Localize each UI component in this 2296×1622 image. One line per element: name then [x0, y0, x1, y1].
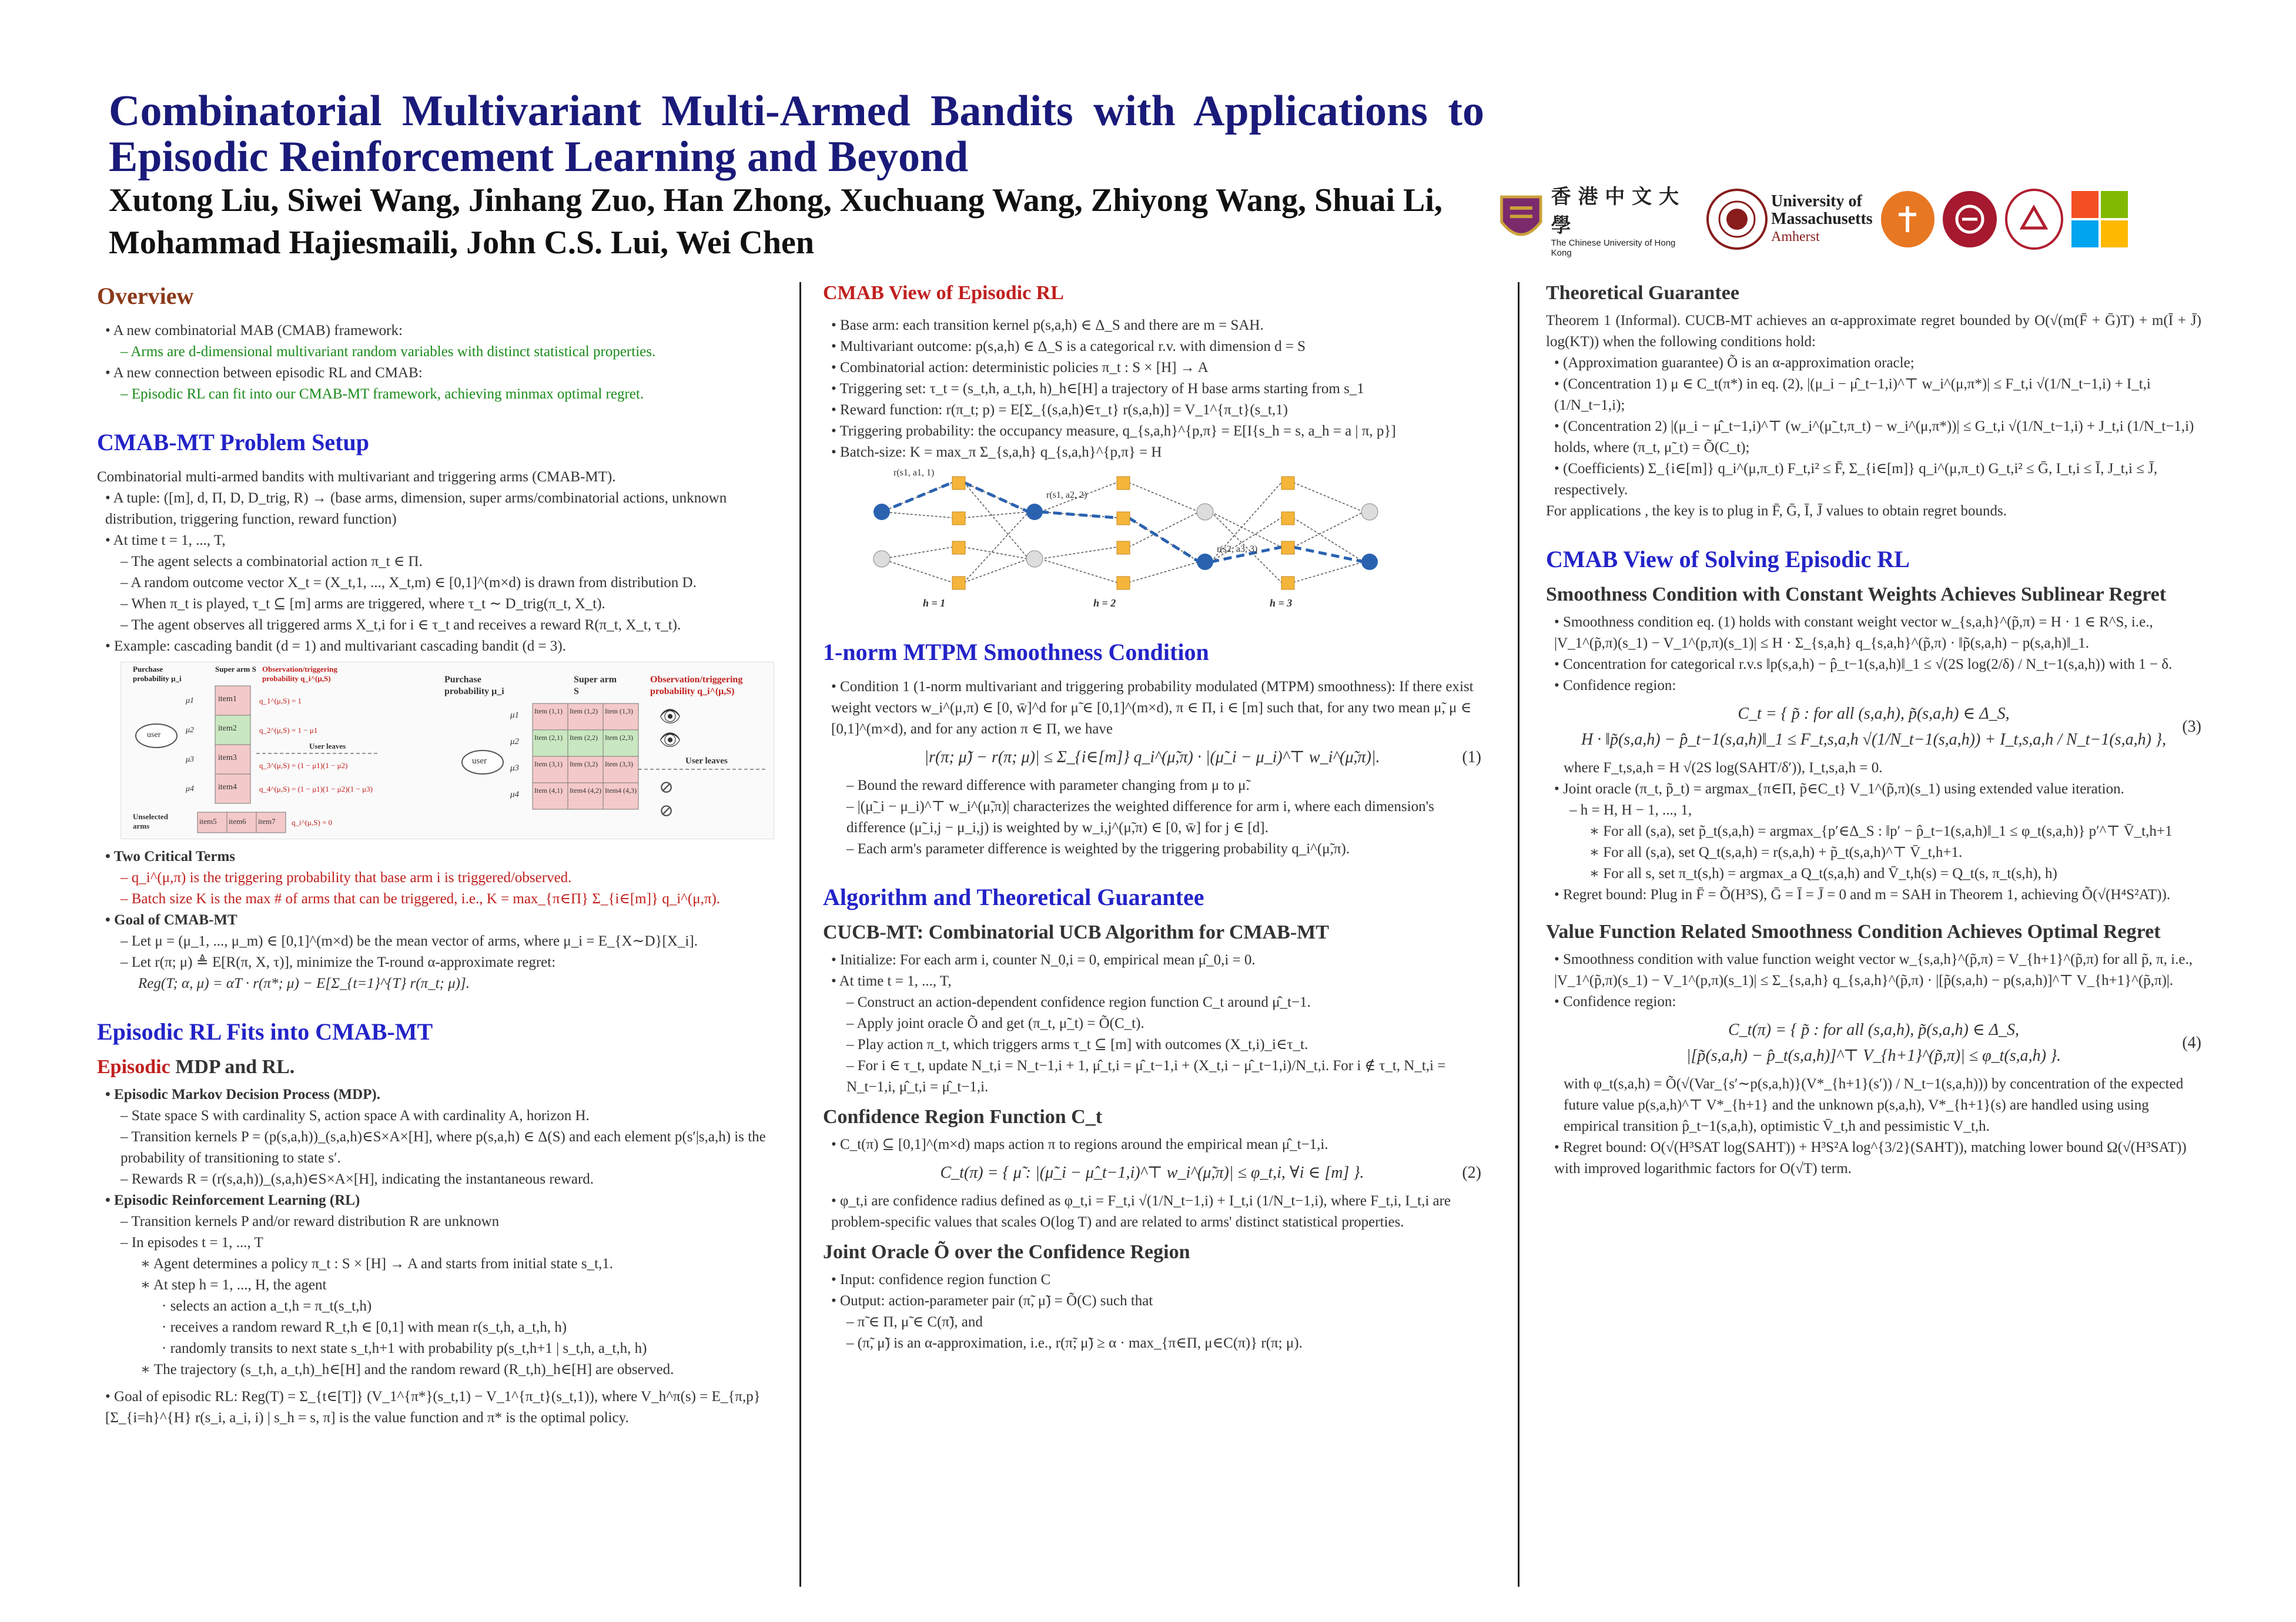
eye-icon: 👁: [659, 730, 682, 750]
cuhk-name-en: The Chinese University of Hong Kong: [1551, 238, 1676, 258]
theorem-1: Theorem 1 (Informal). CUCB-MT achieves an α-approximate regret bounded by O(√(m(F̄ + Ḡ)T) + m(Ī + J̄) log(KT)) when the following conditions hold:: [1546, 313, 2201, 350]
cascade-grid-item: Item (3,3): [605, 760, 633, 768]
equation-1: [823, 745, 1481, 770]
cascade-left-super-label: Super arm S: [215, 665, 256, 673]
theorem-condition: • (Concentration 1) μ ∈ C_t(π*) in eq. (2), |(μ_i − μ̂_t−1,i)^⊤ w_i^(μ,π*)| ≤ F_t,i √(1/N_t−1,i) + I_t,i (1/N_t−1,i);: [1554, 374, 2201, 416]
solving-section: [1546, 545, 2201, 1179]
umass-line2: Massachusetts: [1771, 210, 1873, 228]
solving-with: with φ_t(s,a,h) = Õ(√(Var_{s′∼p(s,a,h)}(V*_{h+1}(s′)) / N_t−1(s,a,h))) by concentration of the expected future value p(s,a,h)^⊤ V*_{h+1} and the unknown p(s,a,h), V*_{h+1}(s) are handled using using empirical transition p̂_t−1(s,a,h), optimistic V̄_t,h and pessimistic V_t,h.: [1564, 1076, 2184, 1134]
rl-item: – In episodes t = 1, ..., T: [105, 1232, 785, 1254]
cascade-q: q_i^(μ,S) = 0: [292, 818, 333, 827]
crf-item: • φ_t,i are confidence radius defined as φ_t,i = F_t,i √(1/N_t−1,i) + I_t,i (1/N_t−1,i), where F_t,i, I_t,i are problem-specific values that scales O(log T) and are related to arms' distinct statistical properties.: [831, 1191, 1481, 1233]
critical-term: – q_i^(μ,π) is the triggering probability that base arm i is triggered/observed.: [105, 867, 785, 889]
eye-slash-icon: ⊘: [659, 778, 674, 797]
episodic-subheading-red: Episodic: [97, 1056, 170, 1078]
mdp-reward-label: r(s1, a1, 1): [893, 468, 935, 478]
equation-4-line2: |[p̃(s,a,h) − p̂_t(s,a,h)]^⊤ V_{h+1}^(p̃,π)| ≤ φ_t(s,a,h) }.: [1686, 1047, 2061, 1065]
cascade-left-obs-label: Observation/triggering probability q_i^(μ,S): [262, 665, 337, 683]
episodic-subheading-rest: MDP and RL.: [170, 1056, 295, 1078]
equation-3-number: (3): [2182, 718, 2201, 736]
cascade-right-obs-label: Observation/triggering probability q_i^(μ,S): [650, 675, 743, 696]
cascade-user-leaves-right: User leaves: [685, 756, 728, 766]
goal-item: – Let r(π; μ) ≜ E[R(π, X, τ)], minimize the T-round α-approximate regret:: [105, 952, 785, 973]
umass-seal-icon: [1706, 189, 1768, 250]
cascade-right-super-label: Super arm S: [574, 675, 617, 696]
solving-item: • Joint oracle (π_t, p̃_t) = argmax_{π∈Π, p̃∈C_t} V_1^(p̃,π)(s_1) using extended value iteration.: [1554, 779, 2201, 800]
umass-logo: [1706, 189, 1873, 250]
constant-weights-subheading: Smoothness Condition with Constant Weights Achieves Sublinear Regret: [1546, 584, 2167, 605]
evi-loop: – h = H, H − 1, ..., 1,: [1554, 800, 2201, 821]
algo-substep: – Play action π_t, which triggers arms τ_t ⊆ [m] with outcomes (X_t,i)_i∈τ_t.: [831, 1034, 1481, 1055]
cascade-grid-item: Item (1,2): [570, 707, 598, 715]
setup-intro: Combinatorial multi-armed bandits with multivariant and triggering arms (CMAB-MT).: [97, 469, 616, 485]
theory-section: [1546, 282, 2201, 522]
cascade-mu: μ2: [186, 726, 195, 735]
cascade-grid-item: Item (2,1): [534, 733, 563, 742]
setup-heading: CMAB-MT Problem Setup: [97, 429, 369, 455]
algo-step: • Initialize: For each arm i, counter N_0,i = 0, empirical mean μ̂_0,i = 0.: [831, 950, 1481, 971]
cascade-user-right: user: [472, 756, 487, 766]
rl-subitem: ∗ At step h = 1, ..., H, the agent: [105, 1275, 785, 1296]
cascade-mu: μ1: [186, 696, 195, 705]
mdp-item: – Rewards R = (r(s,a,h))_(s,a,h)∈S×A×[H], indicating the instantaneous reward.: [105, 1169, 785, 1190]
equation-3: [1546, 701, 2201, 753]
overview-subitem: – Episodic RL can fit into our CMAB-MT framework, achieving minmax optimal regret.: [105, 384, 785, 405]
cascade-grid-item: Item (2,3): [605, 733, 633, 742]
poster-title: Combinatorial Multivariant Multi-Armed Bandits with Applications to Episodic Reinforcement Learning and Beyond: [109, 87, 1484, 181]
evi-step: ∗ For all (s,a), set p̃_t(s,a,h) = argmax_{p′∈Δ_S : ‖p′ − p̂_t−1(s,a,h)‖_1 ≤ φ_t(s,a,h)} p′^⊤ V̄_t,h+1: [1554, 821, 2201, 842]
cascade-mu: μ3: [510, 763, 520, 773]
uva-seal-icon: [1881, 191, 1934, 247]
rl-goal: • Goal of episodic RL: Reg(T) = Σ_{t∈[T]} (V_1^{π*}(s_t,1) − V_1^{π_t}(s_t,1)), where V_h^π(s) = E_{π,p}[Σ_{i=h}^{H} r(s_i, a_i, i) | s_h = s, π] is the value function and π* is the optimal policy.: [105, 1386, 785, 1429]
column-3: [1546, 276, 2201, 1203]
column-1: [97, 276, 785, 1452]
cuhk-logo: [1496, 180, 1698, 258]
oracle-item: • Input: confidence region function C: [831, 1269, 1481, 1291]
smoothness-note: – |(μ̃_i − μ_i)^⊤ w_i^(μ̃,π)| characterizes the weighted difference for arm i, where each dimension's difference (μ̃_i,j − μ_i,j) is weighted by w_i,j^(μ̃,π) ∈ [0, w̄] for j ∈ [d].: [831, 796, 1481, 839]
mdp-reward-label: r(s2, a3, 3): [1217, 544, 1258, 554]
cascade-item: item1: [218, 695, 237, 703]
theorem-condition: • (Concentration 2) |(μ_i − μ̂_t−1,i)^⊤ (w_i^(μ̃_t,π_t) − w_i^(μ,π*))| ≤ G_t,i √(1/N_t−1,i) + J_t,i (1/N_t−1,i) holds, where (π_t, μ̃_t) = Õ(C_t);: [1554, 416, 2201, 458]
smoothness-note: – Each arm's parameter difference is weighted by the triggering probability q_i^(μ̃,π).: [831, 839, 1481, 860]
sdu-seal-icon: [2005, 189, 2063, 250]
overview-item: • A new connection between episodic RL and CMAB:: [105, 363, 785, 384]
cascade-item: item6: [229, 817, 246, 826]
critical-term: – Batch size K is the max # of arms that can be triggered, i.e., K = max_{π∈Π} Σ_{i∈[m]} q_i^(μ,π).: [105, 889, 785, 910]
mdp-item: – State space S with cardinality S, action space A with cardinality A, horizon H.: [105, 1105, 785, 1127]
cascade-grid-item: Item (2,2): [570, 733, 598, 742]
solving-item: • Confidence region:: [1554, 991, 2201, 1013]
cascade-user-leaves-left: User leaves: [309, 742, 346, 750]
cascade-mu: μ3: [186, 755, 195, 764]
algorithm-heading: Algorithm and Theoretical Guarantee: [823, 884, 1204, 910]
theorem-condition: • (Approximation guarantee) Õ is an α-approximation oracle;: [1554, 353, 2201, 374]
cascade-grid-item: Item (3,2): [570, 760, 598, 768]
solving-item: • Concentration for categorical r.v.s ‖p(s,a,h) − p̂_t−1(s,a,h)‖_1 ≤ √(2S log(2/δ) / N_t−1(s,a,h)) with 1 − δ.: [1554, 654, 2201, 675]
cascade-user-left: user: [147, 730, 161, 739]
cascade-grid-item: Item4 (4,2): [570, 786, 601, 795]
column-2: [823, 276, 1481, 1378]
theory-application-note: For applications , the key is to plug in F̄, Ḡ, Ī, J̄ values to obtain regret bounds.: [1546, 503, 2007, 519]
cascade-item: item3: [218, 753, 237, 762]
confidence-region-subheading: Confidence Region Function C_t: [823, 1106, 1103, 1128]
rl-step: · randomly transits to next state s_t,h+1 with probability p(s_t,h+1 | s_t,h, a_t,h, h): [105, 1338, 785, 1359]
cascade-mu: μ4: [510, 790, 520, 799]
eye-icon: 👁: [659, 707, 682, 726]
cascade-item: item2: [218, 724, 237, 733]
equation-1-body: |r(π; μ̃) − r(π; μ)| ≤ Σ_{i∈[m]} q_i^(μ̃,π) · |(μ̃_i − μ_i)^⊤ w_i^(μ̃,π)|.: [924, 748, 1380, 766]
solving-item: • Smoothness condition with value function weight vector w_{s,a,h}^(p̃,π) = V_{h+1}^(p̃,π) for all p̃, π, i.e., |V_1^(p̃,π)(s_1) − V_1^(p,π)(s_1)| ≤ Σ_{s,a,h} q_{s,a,h}^(p̃,π) · |[p̃(s,a,h) − p(s,a,h)]^⊤ V_{h+1}^(p̃,π)|.: [1554, 949, 2201, 991]
umass-line3: Amherst: [1771, 229, 1820, 244]
cascade-item: item7: [258, 817, 276, 826]
setup-section: [97, 428, 785, 994]
overview-heading: Overview: [97, 283, 194, 309]
overview-item: • A new combinatorial MAB (CMAB) framework:: [105, 320, 785, 341]
smoothness-heading: 1-norm MTPM Smoothness Condition: [823, 639, 1209, 665]
oracle-subitem: – (π̃, μ̃) is an α-approximation, i.e., r(π̃; μ̃) ≥ α · max_{π∈Π, μ∈C(π)} r(π; μ).: [831, 1333, 1481, 1354]
cascade-right-prob-label: Purchase probability μ_i: [444, 675, 504, 696]
equation-3-line1: C_t = { p̃ : for all (s,a,h), p̃(s,a,h) ∈ Δ_S,: [1738, 705, 2010, 723]
setup-tuple: • A tuple: ([m], d, Π, D, D_trig, R) → (base arms, dimension, super arms/combinatorial actions, unknown distribution, triggering function, reward function): [105, 488, 785, 530]
eye-slash-icon: ⊘: [659, 801, 674, 820]
setup-step: – The agent observes all triggered arms X_t,i for i ∈ τ_t and receives a reward R(π_t, X_t, τ_t).: [105, 615, 785, 636]
mdp-step-label: h = 2: [1093, 597, 1116, 609]
cmab-view-item: • Reward function: r(π_t; p) = E[Σ_{(s,a,h)∈τ_t} r(s,a,h)] = V_1^{π_t}(s_t,1): [831, 400, 1481, 421]
algo-substep: – Construct an action-dependent confidence region function C_t around μ̂_t−1.: [831, 992, 1481, 1013]
solving-item: • Confidence region:: [1554, 675, 2201, 696]
cmab-view-item: • Combinatorial action: deterministic policies π_t : S × [H] → A: [831, 357, 1481, 378]
cascade-grid-item: Item (4,1): [534, 786, 563, 795]
rl-step: · selects an action a_t,h = π_t(s_t,h): [105, 1296, 785, 1317]
goal-title: • Goal of CMAB-MT: [105, 910, 785, 931]
pku-seal-icon: [1943, 191, 1996, 247]
oracle-item: • Output: action-parameter pair (π̃, μ̃) = Õ(C) such that: [831, 1291, 1481, 1312]
cmab-view-item: • Multivariant outcome: p(s,a,h) ∈ Δ_S is a categorical r.v. with dimension d = S: [831, 336, 1481, 357]
cmab-view-heading: CMAB View of Episodic RL: [823, 282, 1064, 304]
cmab-view-item: • Batch-size: K = max_π Σ_{s,a,h} q_{s,a,h}^{p,π} = H: [831, 442, 1481, 463]
overview-subitem: – Arms are d-dimensional multivariant random variables with distinct statistical properties.: [105, 341, 785, 363]
evi-step: ∗ For all s, set π_t(s,h) = argmax_a Q_t(s,a,h) and V̄_t,h(s) = Q_t(s, π_t(s,h), h): [1554, 863, 2201, 884]
equation-3-line2: H · ‖p̃(s,a,h) − p̂_t−1(s,a,h)‖_1 ≤ F_t,s,a,h √(1/N_t−1(s,a,h)) + I_t,s,a,h / N_t−1(s,a,h) },: [1581, 730, 2167, 749]
cascade-grid-item: Item (3,1): [534, 760, 563, 768]
smoothness-note: – Bound the reward difference with parameter changing from μ to μ̃.: [831, 775, 1481, 796]
umass-line1: University of: [1771, 192, 1862, 210]
solving-where: where F_t,s,a,h = H √(2S log(SAHT/δ′)), I_t,s,a,h = 0.: [1564, 760, 1883, 776]
setup-time: • At time t = 1, ..., T,: [105, 530, 785, 551]
crf-item: • C_t(π) ⊆ [0,1]^(m×d) maps action π to regions around the empirical mean μ̂_t−1,i.: [831, 1134, 1481, 1155]
cascade-grid-item: Item (1,1): [534, 707, 563, 715]
mdp-graph: [858, 468, 1446, 615]
equation-2-body: C_t(π) = { μ̃ : |(μ̃_i − μ̂_t−1,i)^⊤ w_i^(μ̃,π)| ≤ φ_t,i, ∀i ∈ [m] }.: [940, 1164, 1364, 1182]
cascade-figure: [121, 662, 774, 839]
algorithm-section: [823, 883, 1481, 1354]
cascade-item: item5: [199, 817, 217, 826]
cmab-view-item: • Base arm: each transition kernel p(s,a,h) ∈ Δ_S and there are m = SAH.: [831, 315, 1481, 336]
equation-2-number: (2): [1462, 1164, 1481, 1182]
equation-4-number: (4): [2182, 1034, 2201, 1052]
logo-strip: [1496, 185, 2128, 258]
mdp-reward-label: r(s1, a2, 2): [1046, 490, 1087, 500]
smoothness-section: [823, 638, 1481, 860]
solving-heading: CMAB View of Solving Episodic RL: [1546, 546, 1910, 572]
mdp-item: – Transition kernels P = (p(s,a,h))_(s,a,h)∈S×A×[H], where p(s,a,h) ∈ Δ(S) and each element p(s′|s,a,h) is the probability of transitioning to state s′.: [105, 1127, 785, 1169]
cascade-mu: μ1: [510, 711, 520, 720]
setup-step: – A random outcome vector X_t = (X_t,1, ..., X_t,m) ∈ [0,1]^(m×d) is drawn from distribution D.: [105, 572, 785, 594]
setup-step: – The agent selects a combinatorial action π_t ∈ Π.: [105, 551, 785, 572]
cascade-unselected-label: Unselected arms: [133, 812, 168, 830]
cascade-mu: μ2: [510, 737, 520, 746]
cuhk-crest-icon: [1496, 190, 1547, 249]
column-divider-1: [799, 282, 801, 1587]
cascade-grid-item: Item (1,3): [605, 707, 633, 715]
mdp-step-label: h = 3: [1270, 597, 1293, 609]
microsoft-logo-icon: [2071, 191, 2128, 247]
goal-regret: Reg(T; α, μ) = αT · r(π*; μ) − E[Σ_{t=1}^{T} r(π_t; μ)].: [138, 976, 470, 991]
cascade-q: q_1^(μ,S) = 1: [259, 696, 302, 705]
cascade-q: q_4^(μ,S) = (1 − μ1)(1 − μ2)(1 − μ3): [259, 785, 373, 793]
cascade-item: item4: [218, 783, 237, 792]
oracle-subitem: – π̃ ∈ Π, μ̃ ∈ C(π̃), and: [831, 1312, 1481, 1333]
algo-substep: – Apply joint oracle Õ and get (π_t, μ̃_t) = Õ(C_t).: [831, 1013, 1481, 1034]
equation-1-number: (1): [1462, 748, 1481, 766]
overview-section: [97, 282, 785, 405]
cuhk-name-cn: 香 港 中 文 大 學: [1551, 185, 1679, 237]
rl-subitem: ∗ Agent determines a policy π_t : S × [H] → A and starts from initial state s_t,1.: [105, 1254, 785, 1275]
rl-title: • Episodic Reinforcement Learning (RL): [105, 1190, 785, 1211]
cascade-mu: μ4: [186, 785, 195, 793]
episodic-section: [97, 1018, 785, 1429]
cucb-mt-subheading: CUCB-MT: Combinatorial UCB Algorithm for CMAB-MT: [823, 921, 1329, 943]
column-divider-2: [1518, 282, 1519, 1587]
episodic-subheading: [97, 1056, 785, 1078]
setup-example: • Example: cascading bandit (d = 1) and multivariant cascading bandit (d = 3).: [105, 636, 785, 657]
cmab-view-section: [823, 282, 1481, 615]
setup-step: – When π_t is played, τ_t ⊆ [m] arms are triggered, where τ_t ∼ D_trig(π_t, X_t).: [105, 594, 785, 615]
solving-item: • Regret bound: Plug in F̄ = Õ(H³S), Ḡ = Ī = J̄ = 0 and m = SAH in Theorem 1, achieving Õ(√(H⁴S²AT)).: [1554, 884, 2201, 906]
condition-1: • Condition 1 (1-norm multivariant and triggering probability modulated (MTPM) smoothness): If there exist weight vectors w_i^(μ,π) ∈ [0, w̄]^d for μ̃ ∈ [0,1]^(m×d), π ∈ Π, i ∈ [m] such that, for any two mean μ̃, μ ∈ [0,1]^(m×d), and for any action π ∈ Π, we have: [831, 676, 1481, 740]
mdp-step-label: h = 1: [923, 597, 946, 609]
mdp-title: • Episodic Markov Decision Process (MDP).: [105, 1084, 785, 1105]
cascade-left-prob-label: Purchase probability μ_i: [133, 665, 182, 683]
algo-substep: – For i ∈ τ_t, update N_t,i = N_t−1,i + 1, μ̂_t,i = μ̂_t−1,i + (X_t,i − μ̂_t−1,i)/N_t,i. For i ∉ τ_t, N_t,i = N_t−1,i, μ̂_t,i = μ̂_t−1,i.: [831, 1055, 1481, 1098]
cascade-grid-item: Item4 (4,3): [605, 786, 637, 795]
solving-item: • Regret bound: O(√(H³SAT log(SAHT)) + H³S²A log^{3/2}(SAHT)), matching lower bound Ω(√(H³SAT)) with improved logarithmic factors for O(√T) term.: [1554, 1137, 2201, 1179]
rl-item: – Transition kernels P and/or reward distribution R are unknown: [105, 1211, 785, 1232]
theory-heading: Theoretical Guarantee: [1546, 282, 1739, 304]
goal-item: – Let μ = (μ_1, ..., μ_m) ∈ [0,1]^(m×d) be the mean vector of arms, where μ_i = E_{X∼D}[X_i].: [105, 931, 785, 952]
mdp-figure: [858, 468, 1446, 615]
equation-2: [823, 1160, 1481, 1186]
author-list: Xutong Liu, Siwei Wang, Jinhang Zuo, Han Zhong, Xuchuang Wang, Zhiyong Wang, Shuai Li, Mohammad Hajiesmaili, John C.S. Lui, Wei Chen: [109, 182, 1442, 261]
rl-step: · receives a random reward R_t,h ∈ [0,1] with mean r(s_t,h, a_t,h, h): [105, 1317, 785, 1338]
episodic-heading: Episodic RL Fits into CMAB-MT: [97, 1018, 433, 1045]
solving-item: • Smoothness condition eq. (1) holds with constant weight vector w_{s,a,h}^(p̃,π) = H · 1 ∈ R^S, i.e., |V_1^(p̃,π)(s_1) − V_1^(p,π)(s_1)| ≤ H · Σ_{s,a,h} q_{s,a,h}^(p̃,π) · ‖p̃(s,a,h) − p(s,a,h)‖_1.: [1554, 612, 2201, 654]
equation-4: [1546, 1017, 2201, 1069]
cmab-view-item: • Triggering set: τ_t = (s_t,h, a_t,h, h)_h∈[H] a trajectory of H base arms starting from s_1: [831, 378, 1481, 400]
rl-subitem: ∗ The trajectory (s_t,h, a_t,h)_h∈[H] and the random reward (R_t,h)_h∈[H] are observed.: [105, 1359, 785, 1380]
cmab-view-item: • Triggering probability: the occupancy measure, q_{s,a,h}^{p,π} = E[I{s_h = s, a_h = a | π, p}]: [831, 421, 1481, 442]
evi-step: ∗ For all (s,a), set Q_t(s,a,h) = r(s,a,h) + p̃_t(s,a,h)^⊤ V̄_t,h+1.: [1554, 842, 2201, 863]
equation-4-line1: C_t(π) = { p̃ : for all (s,a,h), p̃(s,a,h) ∈ Δ_S,: [1728, 1021, 2020, 1039]
algo-step: • At time t = 1, ..., T,: [831, 971, 1481, 992]
theorem-condition: • (Coefficients) Σ_{i∈[m]} q_i^(μ,π_t) F_t,i² ≤ F̄, Σ_{i∈[m]} q_i^(μ,π_t) G_t,i² ≤ Ḡ, I_t,i ≤ Ī, J_t,i ≤ J̄, respectively.: [1554, 458, 2201, 501]
cascade-q: q_3^(μ,S) = (1 − μ1)(1 − μ2): [259, 761, 348, 770]
cascade-q: q_2^(μ,S) = 1 − μ1: [259, 726, 318, 735]
critical-terms-title: • Two Critical Terms: [105, 846, 785, 867]
joint-oracle-subheading: Joint Oracle Õ over the Confidence Region: [823, 1241, 1190, 1263]
value-function-subheading: Value Function Related Smoothness Condition Achieves Optimal Regret: [1546, 921, 2161, 943]
